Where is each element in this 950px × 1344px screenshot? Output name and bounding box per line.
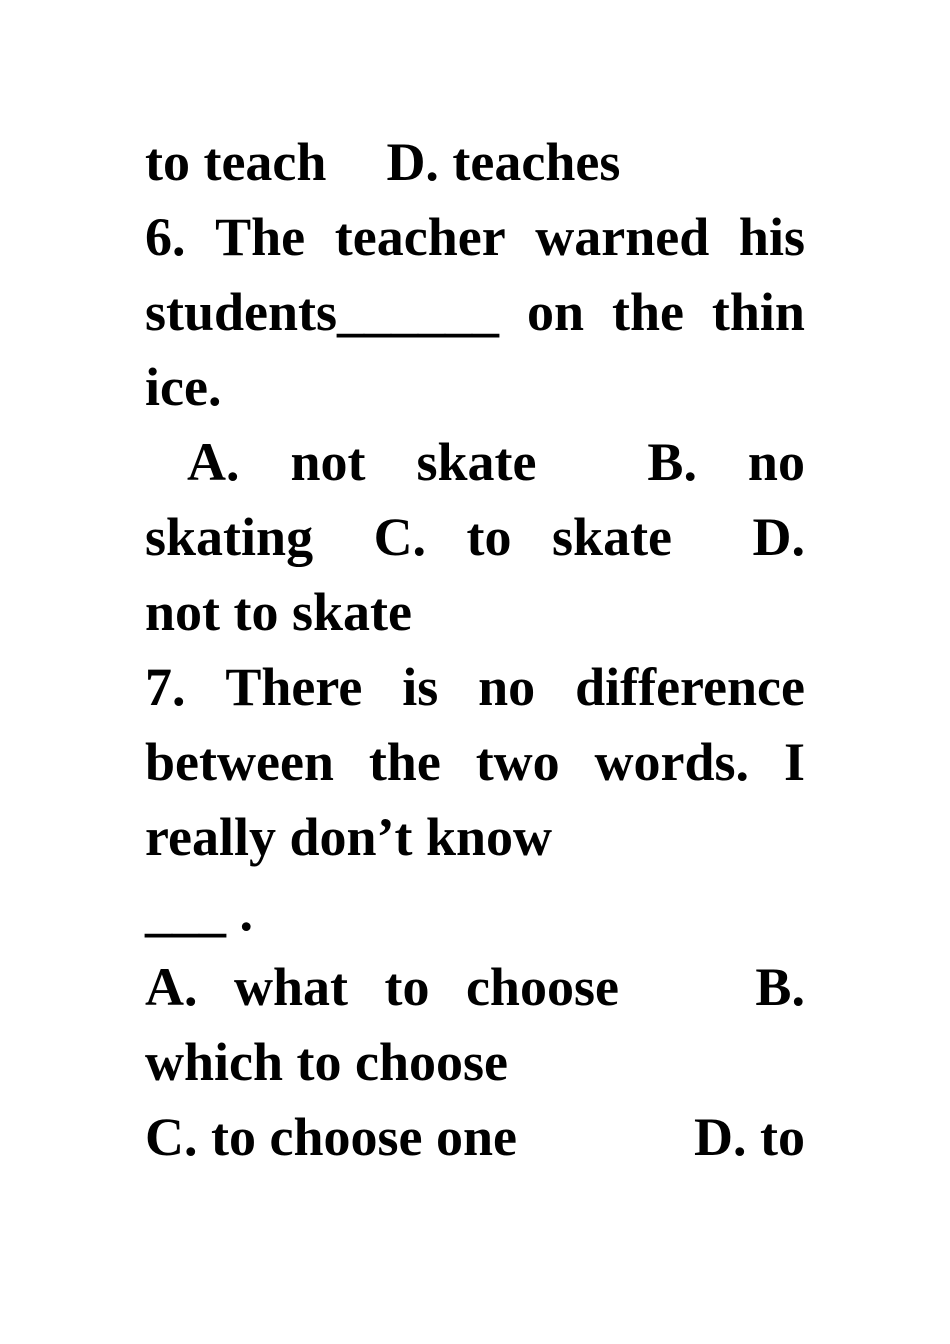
question-6-line-1: 6. The teacher warned his: [145, 207, 805, 267]
question-6-options-line-2: skating C. to skate D.: [145, 507, 805, 567]
option-d: D. teaches: [386, 132, 621, 192]
question-7-line-3: really don’t know: [145, 807, 553, 867]
line-1: [145, 125, 805, 200]
question-7-options-line-3: C. to choose one D. to: [145, 1107, 805, 1167]
answer-blank: ___ .: [145, 882, 253, 942]
question-6-options-line-1: A. not skate B. no: [187, 432, 805, 492]
document-page: [145, 125, 805, 1175]
question-7-options-line-1: A. what to choose B.: [145, 957, 805, 1017]
question-7-line-2: between the two words. I: [145, 732, 805, 792]
question-7-line-1: 7. There is no difference: [145, 657, 805, 717]
question-7-line-4: [145, 875, 805, 950]
option-c-tail: to teach: [145, 132, 327, 192]
answer-blank: students______: [145, 282, 500, 342]
question-6-line-3: ice.: [145, 357, 222, 417]
question-7-options-line-2: which to choose: [145, 1032, 508, 1092]
question-6-options-line-3: not to skate: [145, 582, 412, 642]
question-6-line-2: students______ on the thin: [145, 275, 805, 350]
